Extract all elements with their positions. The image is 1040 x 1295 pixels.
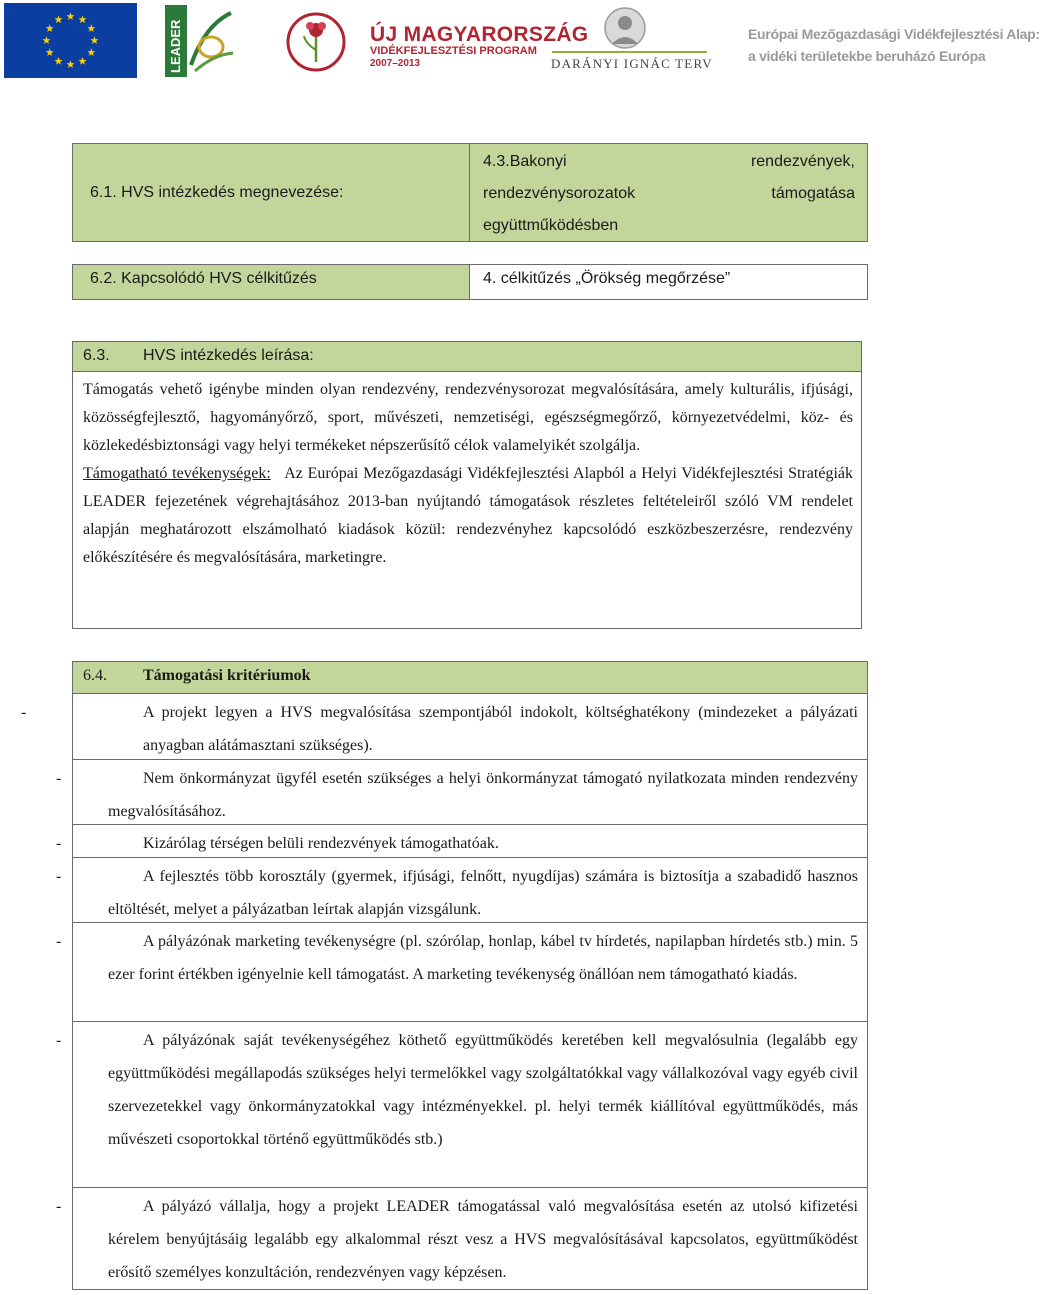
criteria-row — [56, 759, 868, 825]
eu-star-icon — [87, 24, 95, 32]
measure-name-part-4: támogatása — [771, 185, 855, 202]
leader-logo — [165, 5, 235, 77]
darany-underline — [552, 51, 707, 53]
eu-stars-icon — [4, 3, 137, 78]
criteria-row — [21, 693, 868, 760]
bullet-dash: - — [56, 835, 62, 852]
section-number: 6.3. — [83, 347, 110, 364]
description-paragraph: Támogatás vehető igénybe minden olyan rendezvény, rendezvénysorozat megvalósítására, amely kulturális, ifjúsági, közösségfejlesztő, hagyományőrző, sport, művészeti, nemzetiségi, egészségmegőrző, környezetvédelmi, köz- és közlekedésbiztonsági vagy helyi termékeket népszerűsítő célok valamelyikét szolgálja. — [83, 381, 853, 454]
section-title: HVS intézkedés leírása: — [143, 347, 314, 364]
uj-magyarorszag-title: ÚJ MAGYARORSZÁG — [370, 23, 589, 46]
eu-star-icon — [87, 48, 95, 56]
eu-star-icon — [46, 24, 54, 32]
related-objective-value: 4. célkitűzés „Örökség megőrzése” — [469, 264, 868, 300]
measure-name-part-2: rendezvények, — [750, 153, 855, 170]
criteria-heading — [72, 661, 868, 694]
eu-star-icon — [67, 12, 75, 20]
eafrd-subtitle: a vidéki területekbe beruházó Európa — [748, 48, 986, 64]
hvs-measure-name-label: 6.1. HVS intézkedés megnevezése: — [72, 143, 470, 242]
eu-star-icon — [55, 57, 63, 65]
measure-description-heading — [72, 341, 862, 372]
criteria-text: Kizárólag térségen belüli rendezvények támogathatóak. — [143, 835, 499, 852]
bullet-dash: - — [56, 770, 62, 787]
eu-star-icon — [91, 36, 99, 44]
leader-logo-text: LEADER — [168, 19, 183, 73]
eu-star-icon — [79, 57, 87, 65]
eligible-activities-text: Az Európai Mezőgazdasági Vidékfejlesztési Alapból a Helyi Vidékfejlesztési Stratégiák LEADER fejezetének végrehajtásához 2013-ban nyújtandó támogatások részletes feltételeiről szóló VM rendelet alapján meghatározott elszámolható kiadások közül: rendezvényhez kapcsolódó eszközbeszerzésre, rendezvény előkészítésére és megvalósítására, marketingre. — [83, 465, 853, 566]
criteria-text: A projekt legyen a HVS megvalósítása szempontjából indokolt, költséghatékony (mindezeket a pályázati anyagban alátámasztani szükséges). — [143, 704, 858, 754]
criteria-row — [56, 824, 868, 858]
criteria-row — [56, 857, 868, 923]
bullet-dash: - — [56, 1032, 62, 1049]
bullet-dash: - — [56, 1198, 62, 1215]
darany-ignac-terv-text: DARÁNYI IGNÁC TERV — [551, 56, 713, 71]
criteria-text: A fejlesztés több korosztály (gyermek, ifjúsági, felnőtt, nyugdíjas) számára is biztosítja a szabadidő hasznos eltöltését, melyet a pályázatban leírtak alapján vizsgálunk. — [108, 868, 858, 918]
criteria-row — [56, 1187, 868, 1290]
criteria-text: A pályázónak saját tevékenységéhez köthető együttműködés keretében kell megvalósulnia (legalább egy együttműködési megállapodás szükséges helyi termelőkkel vagy szolgáltatókkal vagy vállalkozóval vagy egyéb civil szervezetekkel vagy önkormányzatokkal vagy intézményekkel. pl. helyi termék kiállítóval együttműködés, más művészeti csoportokkal történő együttműködés stb.) — [108, 1032, 858, 1148]
measure-name-part-1: 4.3.Bakonyi — [483, 153, 567, 170]
eafrd-title: Európai Mezőgazdasági Vidékfejlesztési Alap: — [748, 26, 1040, 42]
criteria-text: Nem önkormányzat ügyfél esetén szükséges a helyi önkormányzat támogató nyilatkozata minden rendezvény megvalósításához. — [108, 770, 858, 820]
eligible-activities-paragraph — [83, 460, 853, 572]
section-number: 6.4. — [83, 667, 107, 684]
criteria-text: A pályázó vállalja, hogy a projekt LEADER támogatással való megvalósítása esetén az utolsó kifizetési kérelem benyújtásáig legalább egy alkalommal részt vesz a HVS megvalósításával kapcsolatos, együttműködést erősítő személyes konzultáción, rendezvényen vagy képzésen. — [108, 1198, 858, 1281]
eu-flag-logo — [4, 3, 137, 78]
eligible-activities-label: Támogatható tevékenységek: — [83, 465, 271, 482]
bullet-dash: - — [21, 704, 27, 721]
measure-description-body — [72, 371, 862, 629]
bullet-dash: - — [56, 868, 62, 885]
related-objective-label: 6.2. Kapcsolódó HVS célkitűzés — [72, 264, 470, 300]
eu-star-icon — [79, 16, 87, 24]
bullet-dash: - — [56, 933, 62, 950]
darany-portrait-icon — [600, 6, 650, 54]
eu-star-icon — [55, 16, 63, 24]
hvs-measure-name-value — [469, 143, 868, 242]
section-title: Támogatási kritériumok — [143, 667, 311, 684]
uj-magyarorszag-subtitle: VIDÉKFEJLESZTÉSI PROGRAM — [370, 45, 537, 57]
eu-star-icon — [67, 60, 75, 68]
uj-magyarorszag-years: 2007–2013 — [370, 58, 421, 69]
criteria-row — [56, 922, 868, 1022]
measure-name-part-5: együttműködésben — [483, 217, 619, 234]
eu-star-icon — [46, 48, 54, 56]
criteria-row — [56, 1021, 868, 1188]
eu-star-icon — [43, 36, 51, 44]
criteria-text: A pályázónak marketing tevékenységre (pl. szórólap, honlap, kábel tv hírdetés, napilapban hírdetés stb.) min. 5 ezer forint értékben igényelnie kell támogatást. A marketing tevékenység önállóan nem támogatható kiadás. — [108, 933, 858, 983]
measure-name-part-3: rendezvénysorozatok — [483, 185, 636, 202]
